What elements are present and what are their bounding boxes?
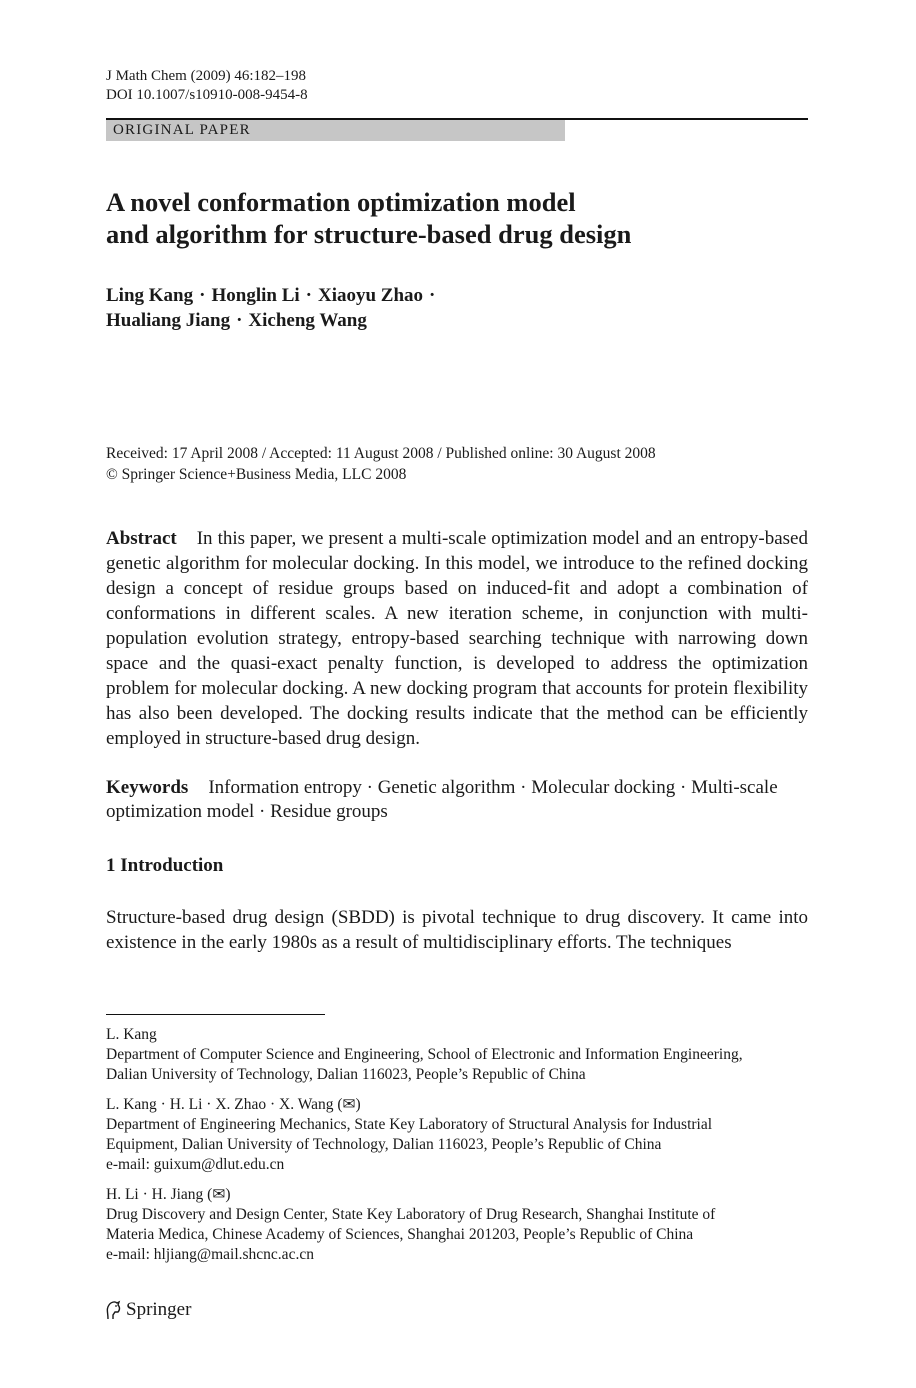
footnote-line: L. Kang · H. Li · X. Zhao · X. Wang (✉) — [106, 1096, 361, 1113]
springer-horse-icon — [104, 1300, 122, 1320]
footnote-line: Drug Discovery and Design Center, State Key Laboratory of Drug Research, Shanghai Institute of — [106, 1206, 716, 1223]
abstract-block — [106, 526, 808, 751]
keywords-block — [106, 776, 808, 824]
keywords-label: Keywords — [106, 777, 189, 798]
intro-heading: 1 Introduction — [106, 855, 224, 876]
publication-dates — [106, 443, 806, 485]
received-line: Received: 17 April 2008 / Accepted: 11 August 2008 / Published online: 30 August 2008 — [106, 445, 656, 462]
author-separator: · — [236, 310, 243, 331]
footnote-affiliation-3 — [106, 1185, 782, 1265]
section-badge: ORIGINAL PAPER — [106, 120, 565, 141]
title-line-2: and algorithm for structure-based drug design — [106, 219, 632, 249]
footnote-line: Equipment, Dalian University of Technology, Dalian 116023, People’s Republic of China — [106, 1136, 662, 1153]
author-name[interactable]: Honglin Li — [211, 285, 300, 306]
author-separator: · — [199, 285, 206, 306]
footnote-rule — [106, 1014, 325, 1015]
footnote-email[interactable]: e-mail: hljiang@mail.shcnc.ac.cn — [106, 1246, 314, 1263]
author-separator: · — [429, 285, 436, 306]
author-name[interactable]: Xicheng Wang — [248, 310, 367, 331]
footnote-email[interactable]: e-mail: guixum@dlut.edu.cn — [106, 1156, 285, 1173]
footnote-line: L. Kang — [106, 1026, 157, 1043]
doi-line[interactable]: DOI 10.1007/s10910-008-9454-8 — [106, 87, 308, 103]
journal-line: J Math Chem (2009) 46:182–198 — [106, 68, 306, 84]
footnote-line: Department of Computer Science and Engineering, School of Electronic and Information Engineering, — [106, 1046, 743, 1063]
footnote-line: Department of Engineering Mechanics, State Key Laboratory of Structural Analysis for Industrial — [106, 1116, 713, 1133]
intro-text: Structure-based drug design (SBDD) is pivotal technique to drug discovery. It came into existence in the early 1980s as a result of multidisciplinary efforts. The techniques — [106, 907, 808, 953]
footnote-line: H. Li · H. Jiang (✉) — [106, 1186, 231, 1203]
author-separator: · — [305, 285, 312, 306]
title-line-1: A novel conformation optimization model — [106, 187, 576, 217]
copyright-line: © Springer Science+Business Media, LLC 2008 — [106, 466, 407, 483]
publisher-name: Springer — [126, 1299, 192, 1320]
journal-citation — [106, 67, 308, 105]
author-name[interactable]: Xiaoyu Zhao — [317, 285, 424, 306]
abstract-label: Abstract — [106, 528, 177, 549]
footnote-line: Dalian University of Technology, Dalian 116023, People’s Republic of China — [106, 1066, 586, 1083]
footnote-affiliation-2 — [106, 1095, 782, 1175]
publisher-logo — [104, 1299, 191, 1321]
footnote-affiliation-1 — [106, 1025, 782, 1085]
author-name[interactable]: Ling Kang — [106, 285, 194, 306]
author-list — [106, 283, 806, 333]
paper-title — [106, 186, 806, 250]
affiliation-footnotes — [106, 1025, 782, 1275]
keywords-text: Information entropy · Genetic algorithm · Molecular docking · Multi-scale optimization model · Residue groups — [106, 777, 778, 822]
footnote-line: Materia Medica, Chinese Academy of Sciences, Shanghai 201203, People’s Republic of China — [106, 1226, 694, 1243]
abstract-text: In this paper, we present a multi-scale optimization model and an entropy-based genetic algorithm for molecular docking. In this model, we introduce to the refined docking design a concept of residue groups based on induced-fit and adopt a combination of conformations in different scales. A new iteration scheme, in conjunction with multi-population evolution strategy, entropy-based searching technique with narrowing down space and the quasi-exact penalty function, is developed to address the optimization problem for molecular docking. A new docking program that accounts for protein flexibility has also been developed. The docking results indicate that the method can be efficiently employed in structure-based drug design. — [106, 528, 808, 749]
author-name[interactable]: Hualiang Jiang — [106, 310, 231, 331]
